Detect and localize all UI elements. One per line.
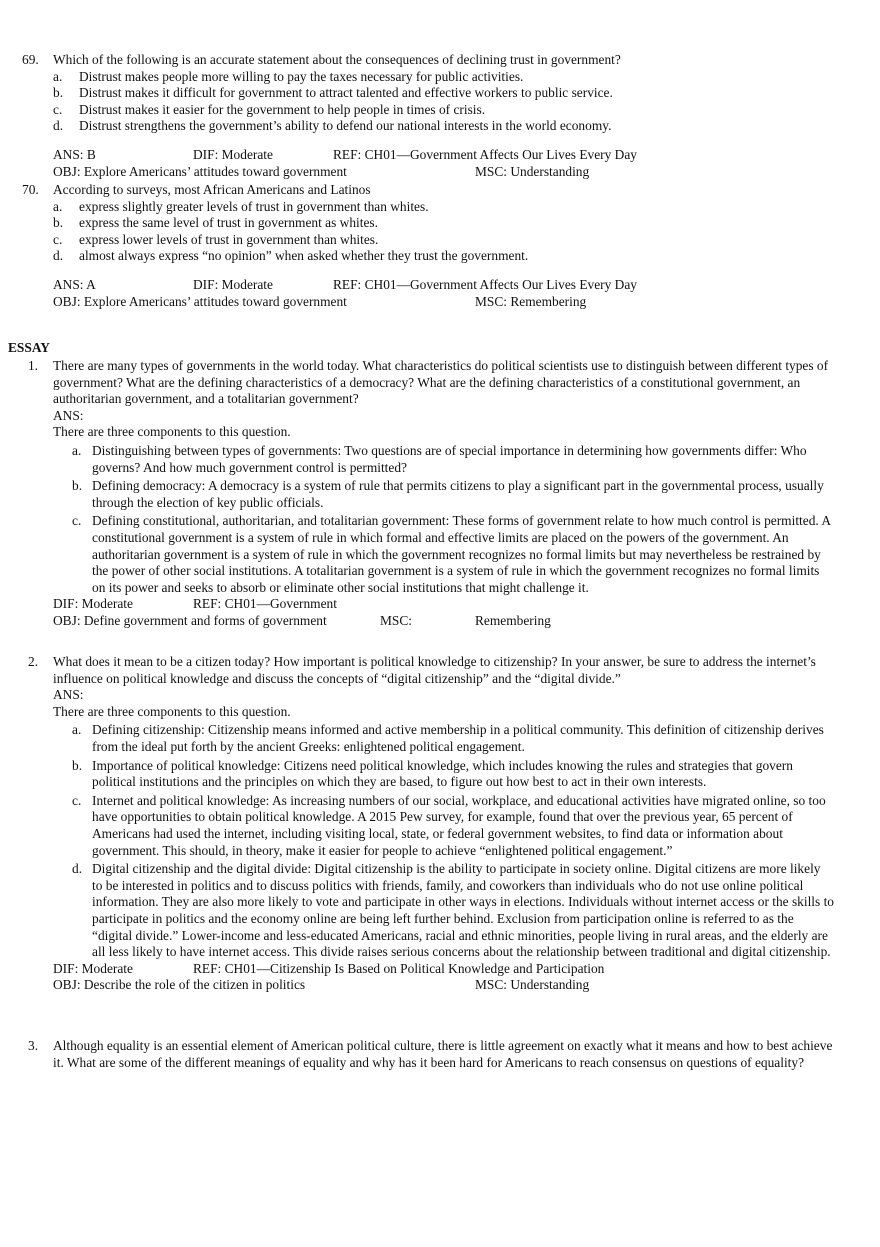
question-69 bbox=[22, 52, 832, 180]
option-letter: a. bbox=[53, 68, 63, 84]
item-letter: c. bbox=[72, 792, 82, 808]
item-text: Internet and political knowledge: As increasing numbers of our social, workplace, and educational activities have migrated online, so too have opportunities to obtain political knowledge. A 2015 Pew survey, for example, found that over the previous year, 65 percent of Americans had used the internet, including visiting local, state, or federal government websites, to find data or information about government. This should, in theory, make it easier for people to achieve “enlightened political engagement.” bbox=[92, 792, 826, 858]
option-d bbox=[53, 248, 832, 265]
answer-item-c bbox=[53, 793, 834, 859]
answer-item-b bbox=[53, 758, 834, 791]
msc: MSC: Remembering bbox=[475, 293, 587, 309]
item-letter: a. bbox=[72, 722, 82, 738]
answer-label: ANS: bbox=[53, 687, 84, 703]
option-letter: b. bbox=[53, 85, 64, 101]
answer-meta-row-2 bbox=[53, 164, 832, 181]
item-letter: b. bbox=[72, 478, 83, 494]
question-number: 70. bbox=[22, 182, 39, 197]
difficulty: DIF: Moderate bbox=[53, 596, 133, 612]
option-text: Distrust makes people more willing to pay the taxes necessary for public activities. bbox=[79, 68, 524, 84]
option-text: almost always express “no opinion” when asked whether they trust the government. bbox=[79, 248, 529, 264]
option-letter: d. bbox=[53, 248, 64, 264]
option-text: Distrust strengthens the government’s ability to defend our national interests in the world economy. bbox=[79, 118, 612, 134]
msc-label: MSC: bbox=[380, 612, 413, 628]
question-text: Although equality is an essential element of American political culture, there is little agreement on exactly what it means and how to best achieve it. What are some of the different meanings of equality and why has it been hard for Americans to reach consensus on questions of equality? bbox=[53, 1038, 833, 1070]
answer-intro: There are three components to this question. bbox=[53, 424, 291, 440]
reference: REF: CH01—Government Affects Our Lives Every Day bbox=[333, 276, 637, 292]
item-letter: d. bbox=[72, 861, 83, 877]
difficulty: DIF: Moderate bbox=[53, 960, 133, 976]
item-text: Defining citizenship: Citizenship means informed and active membership in a political community. This definition of citizenship derives from the ideal put forth by the ancient Greeks: enlightened political engagement. bbox=[92, 722, 824, 754]
question-number: 69. bbox=[22, 52, 39, 67]
item-text: Defining constitutional, authoritarian, and totalitarian government: These forms of government relate to how much control is permitted. A constitutional government is a system of rule in which formal and effective limits are placed on the powers of the government. An authoritarian government is a system of rule in which the government recognizes no formal limits but may nevertheless be restrained by the power of other social institutions. A totalitarian government is a system of rule in which the government recognizes no formal limits on its power and seeks to absorb or eliminate other social institutions that might challenge it. bbox=[92, 513, 831, 595]
option-text: express lower levels of trust in government than whites. bbox=[79, 231, 379, 247]
answer-item-a bbox=[53, 722, 834, 755]
item-text: Digital citizenship and the digital divide: Digital citizenship is the ability to participate in society online. Digital citizens are more likely to be interested in politics and to discuss politics with friends, family, and coworkers than individuals who do not use online political information. They are also more likely to vote and participate in other ways in elections. Individuals without internet access or the skills to participate in politics and the economy online are being left further behind. Exclusion from participation online is referred to as the “digital divide.” Lower-income and less-educated Americans, racial and ethnic minorities, people living in rural areas, and the elderly are all less likely to have internet access. This divide raises serious concerns about the relationship between traditional and digital citizenship. bbox=[92, 861, 834, 960]
question-text: According to surveys, most African Americans and Latinos bbox=[53, 182, 371, 197]
question-70 bbox=[22, 182, 832, 310]
answer-key: ANS: B bbox=[53, 146, 96, 162]
answer-meta-row-1 bbox=[53, 277, 832, 294]
answer-item-c bbox=[53, 513, 834, 596]
answer-label: ANS: bbox=[53, 407, 84, 423]
item-text: Importance of political knowledge: Citizens need political knowledge, which includes knowing the rules and strategies that govern political institutions and the principles on which they are based, to figure out how best to act in their own interests. bbox=[92, 757, 793, 790]
section-heading-essay: ESSAY bbox=[8, 340, 50, 355]
msc: MSC: Understanding bbox=[475, 163, 590, 179]
reference: REF: CH01—Government Affects Our Lives Every Day bbox=[333, 146, 637, 162]
option-a bbox=[53, 69, 832, 86]
objective: OBJ: Explore Americans’ attitudes toward government bbox=[53, 293, 347, 309]
answer-item-b bbox=[53, 478, 834, 511]
option-text: express the same level of trust in government as whites. bbox=[79, 215, 378, 231]
question-number: 2. bbox=[28, 654, 39, 669]
option-text: Distrust makes it easier for the government to help people in times of crisis. bbox=[79, 101, 486, 117]
item-letter: b. bbox=[72, 757, 83, 773]
item-text: Defining democracy: A democracy is a system of rule that permits citizens to play a significant part in the governmental process, usually through the election of key public officials. bbox=[92, 478, 824, 510]
msc-value: Remembering bbox=[475, 612, 551, 628]
option-text: Distrust makes it difficult for government to attract talented and effective workers to public service. bbox=[79, 85, 613, 101]
option-letter: b. bbox=[53, 215, 64, 231]
difficulty: DIF: Moderate bbox=[193, 276, 273, 292]
question-number: 3. bbox=[28, 1038, 39, 1053]
essay-question-3 bbox=[22, 1038, 834, 1071]
option-a bbox=[53, 199, 832, 216]
answer-meta-row-1 bbox=[53, 961, 834, 978]
answer-item-a bbox=[53, 443, 834, 476]
msc: MSC: Understanding bbox=[475, 977, 590, 993]
option-letter: c. bbox=[53, 101, 63, 117]
option-letter: a. bbox=[53, 198, 63, 214]
question-text: There are many types of governments in the world today. What characteristics do political scientists use to distinguish between different types of government? What are the defining characteristics of a democracy? What are the defining characteristics of a constitutional government, an authoritarian government, and a totalitarian government? bbox=[53, 358, 829, 407]
item-letter: c. bbox=[72, 513, 82, 529]
objective: OBJ: Explore Americans’ attitudes toward government bbox=[53, 163, 347, 179]
option-b bbox=[53, 215, 832, 232]
answer-key: ANS: A bbox=[53, 276, 96, 292]
essay-question-1 bbox=[22, 358, 834, 630]
answer-meta-row-2 bbox=[53, 613, 834, 630]
answer-item-d bbox=[53, 861, 834, 961]
option-text: express slightly greater levels of trust in government than whites. bbox=[79, 198, 429, 214]
difficulty: DIF: Moderate bbox=[193, 146, 273, 162]
answer-meta-row-2 bbox=[53, 977, 834, 994]
objective: OBJ: Describe the role of the citizen in politics bbox=[53, 977, 306, 993]
question-text: What does it mean to be a citizen today? How important is political knowledge to citizenship? In your answer, be sure to address the internet’s influence on political knowledge and discuss the concepts of “digital citizenship” and the “digital divide.” bbox=[53, 654, 816, 686]
option-letter: c. bbox=[53, 231, 63, 247]
option-c bbox=[53, 102, 832, 119]
option-d bbox=[53, 118, 832, 135]
answer-intro: There are three components to this question. bbox=[53, 703, 291, 719]
option-letter: d. bbox=[53, 118, 64, 134]
question-number: 1. bbox=[28, 358, 39, 373]
item-letter: a. bbox=[72, 442, 82, 458]
answer-meta-row-2 bbox=[53, 294, 832, 311]
answer-meta-row-1 bbox=[53, 147, 832, 164]
option-b bbox=[53, 85, 832, 102]
objective: OBJ: Define government and forms of government bbox=[53, 612, 327, 628]
reference: REF: CH01—Citizenship Is Based on Political Knowledge and Participation bbox=[193, 960, 605, 976]
question-text: Which of the following is an accurate statement about the consequences of declining trust in government? bbox=[53, 52, 621, 67]
essay-question-2 bbox=[22, 654, 834, 994]
option-c bbox=[53, 232, 832, 249]
answer-meta-row-1 bbox=[53, 596, 834, 613]
item-text: Distinguishing between types of governments: Two questions are of special importance in determining how governments differ: Who governs? And how much government control is permitted? bbox=[92, 442, 807, 475]
reference: REF: CH01—Government bbox=[193, 596, 337, 612]
